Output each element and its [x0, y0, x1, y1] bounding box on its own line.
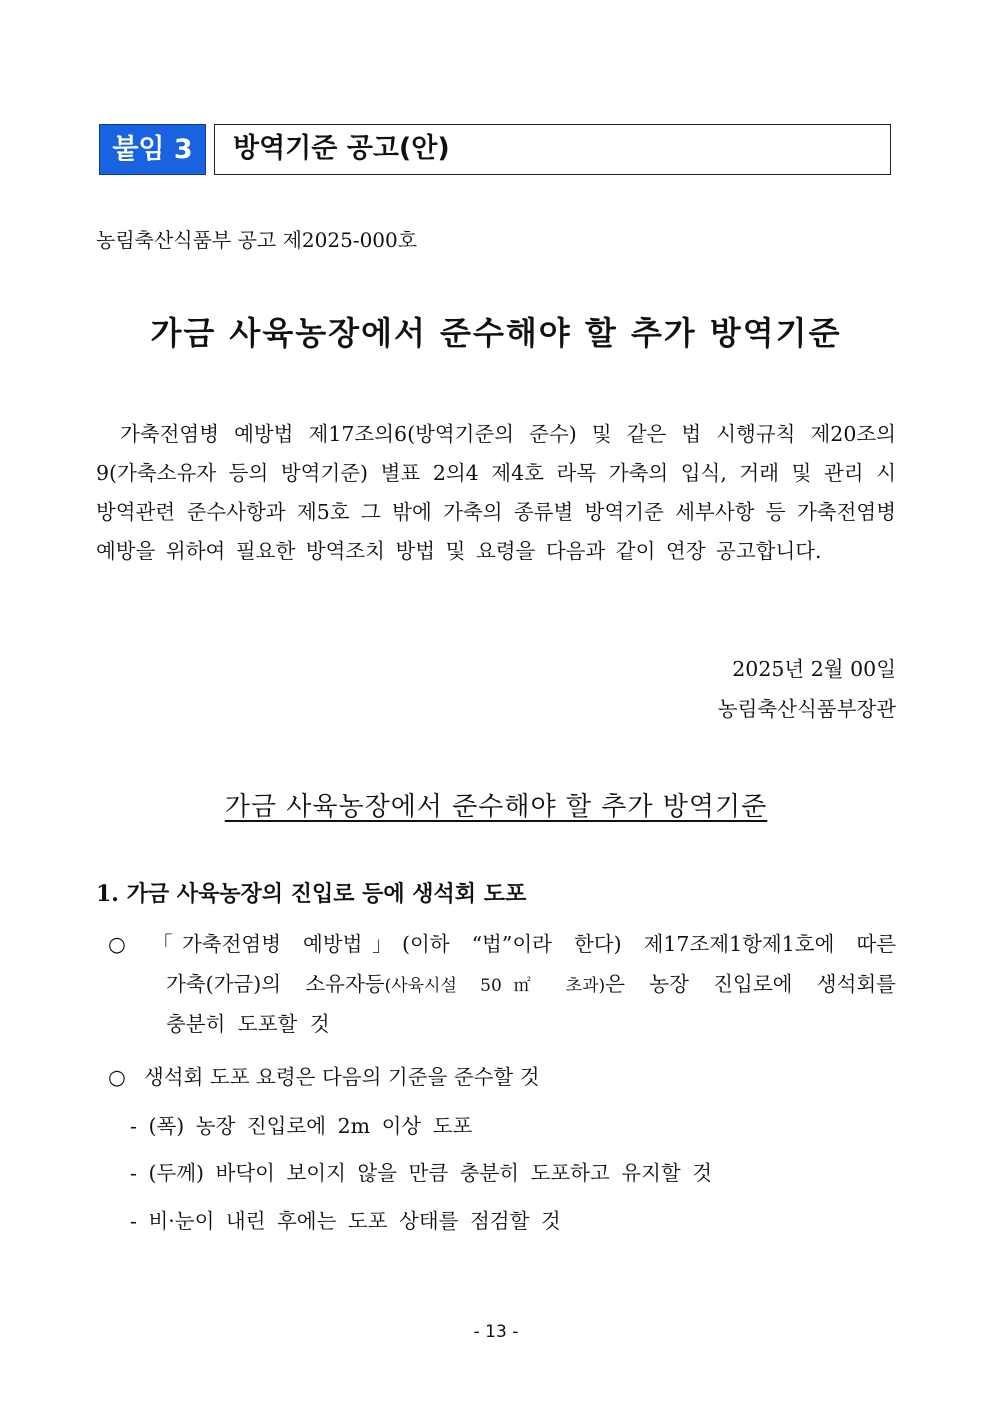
intro-paragraph: 가축전염병 예방법 제17조의6(방역기준의 준수) 및 같은 법 시행규칙 제20조의9(가축소유자 등의 방역기준) 별표 2의4 제4호 라목 가축의 입식, 거래 및 관리 시 방역관련 준수사항과 제5호 그 밖에 가축의 종류별 방역기준 세부사항 등 가축전염병 예방을 위하여 필요한 방역조치 방법 및 요령을 다음과 같이 연장 공고합니다. [96, 422, 896, 563]
dash-item-inspection: - 비·눈이 내린 후에는 도포 상태를 점검할 것 [130, 1209, 561, 1233]
bullet1-line2 [166, 964, 896, 1006]
dash-item-thickness: - (두께) 바닥이 보이지 않을 만큼 충분히 도포하고 유지할 것 [130, 1161, 713, 1185]
bullet1-line2-b: 은 농장 진입로에 생석회를 [605, 972, 896, 996]
dash-item-width: - (폭) 농장 진입로에 2m 이상 도포 [130, 1114, 473, 1138]
bullet-item-2 [108, 1057, 540, 1097]
section-heading: 1. 가금 사육농장의 진입로 등에 생석회 도포 [96, 881, 527, 907]
page-number: - 13 - [473, 1322, 519, 1342]
bullet1-line1: 「가축전염병 예방법」(이하 “법”이라 한다) 제17조제1항제1호에 따른 [152, 932, 896, 956]
sub-title-text: 가금 사육농장에서 준수해야 할 추가 방역기준 [224, 792, 768, 822]
bullet1-line2-note: (사육시설 50㎡ 초과) [384, 976, 606, 996]
attachment-title: 방역기준 공고(안) [214, 124, 891, 175]
bullet1-line2-a: 가축(가금)의 소유자등 [166, 972, 385, 996]
notice-number: 농림축산식품부 공고 제2025-000호 [96, 228, 418, 252]
bullet-marker-1: ○ [108, 932, 126, 956]
sub-title [0, 786, 992, 823]
attachment-tag: 붙임 3 [99, 124, 206, 175]
bullet1-line3: 충분히 도포할 것 [166, 1012, 330, 1036]
bullet-marker-2: ○ [108, 1065, 126, 1089]
bullet2-text: 생석회 도포 요령은 다음의 기준을 준수할 것 [144, 1065, 540, 1089]
issuer: 농림축산식품부장관 [717, 697, 896, 721]
announcement-date: 2025년 2월 00일 [732, 657, 896, 681]
main-title: 가금 사육농장에서 준수해야 할 추가 방역기준 [150, 314, 842, 352]
